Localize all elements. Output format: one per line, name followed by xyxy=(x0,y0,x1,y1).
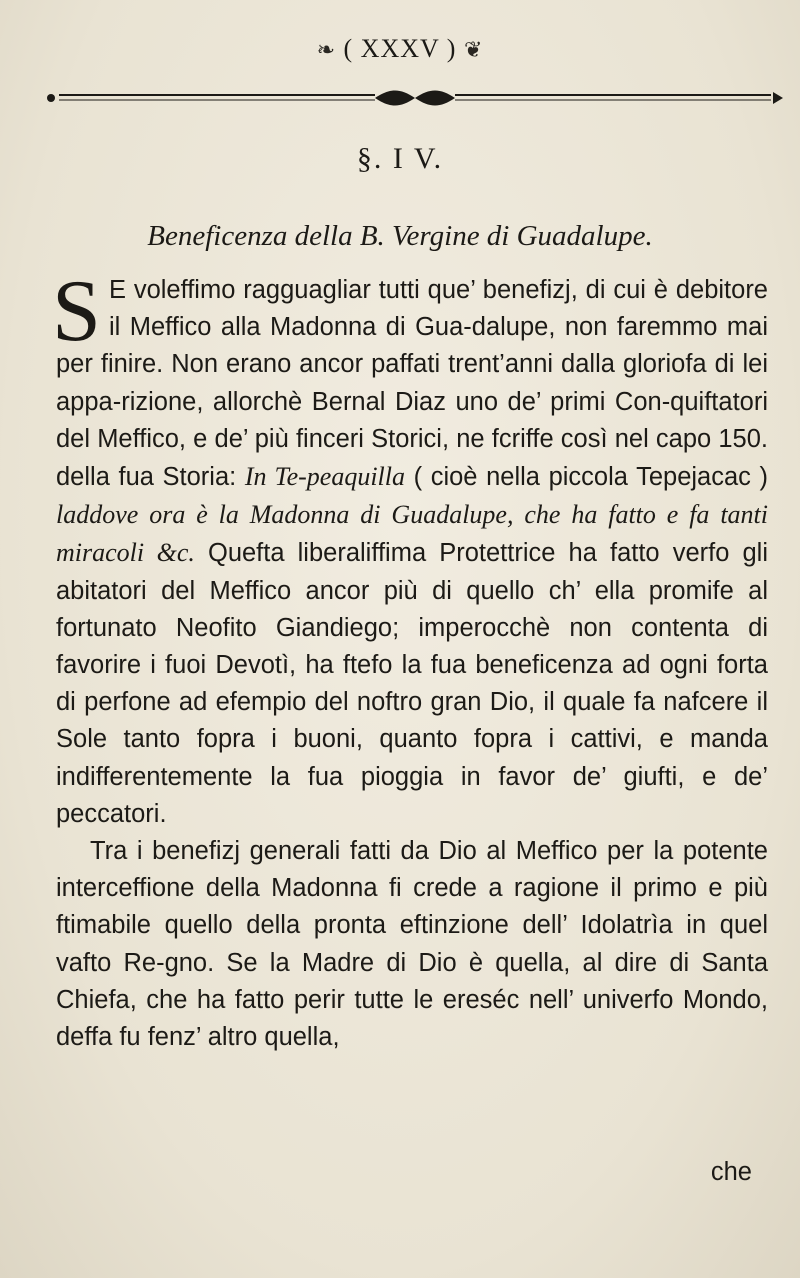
body-text xyxy=(52,263,769,1056)
page-number: ( XXXV ) xyxy=(343,34,457,63)
drop-capital: S xyxy=(52,263,101,360)
running-head xyxy=(0,34,800,64)
ornamental-rule xyxy=(45,88,785,108)
catchword: che xyxy=(710,1158,752,1186)
paragraph-1-italic-a: In Te-peaquilla xyxy=(244,462,406,492)
paragraph-1-text-c: Quefta liberaliffima Protettrice ha fatto verfo gli abitatori del Meffico ancor più di quello ch’ ella promife al fortunato Neofito Giandiego; imperocchè non contenta di favorire i fuoi Devotì, ha ftefo la fua beneficenza ad ogni forta di perfone ad efempio del noftro gran Dio, il quale fa nafcere il Sole tanto fopra i buoni, quanto fopra i cattivi, e manda indifferentemente la fua pioggia in favor de’ giufti, e de’ peccatori. xyxy=(56,539,769,828)
paragraph-1-text-a: E voleffimo ragguagliar tutti que’ benefizj, di cui è debitore il Meffico alla Madonna di Gua-dalupe, non faremmo mai per finire. Non erano ancor paffati trent’anni dalla gloriofa di lei appa-rizione, allorchè Bernal Diaz uno de’ primi Con-quiftatori del Meffico, e de’ più finceri Storici, ne fcriffe così nel capo 150. della fua Storia: xyxy=(56,276,768,492)
paragraph-1-text-b: ( cioè nella piccola Tepejacac ) xyxy=(405,463,769,492)
left-ornament-icon: ❧ xyxy=(316,37,337,62)
paragraph-1-italic-b: laddove ora è la Madonna di Guadalupe, che ha fatto e fa tanti miracoli &c. xyxy=(56,500,768,568)
paragraph-1 xyxy=(52,263,769,833)
right-ornament-icon: ❦ xyxy=(463,37,484,62)
paragraph-2: Tra i benefizj generali fatti da Dio al Meffico per la potente interceffione della Madonna fi crede a ragione il primo e più ftimabile quello della pronta eftinzione dell’ Idolatrìa in quel vafto Re-gno. Se la Madre di Dio è quella, al dire di Santa Chiefa, che ha fatto perir tutte le ereséc nell’ univerfo Mondo, deffa fu fenz’ altro quella, xyxy=(56,837,768,1052)
section-number: §. I V. xyxy=(356,142,444,175)
chapter-title: Beneficenza della B. Vergine di Guadalupe. xyxy=(147,220,653,252)
